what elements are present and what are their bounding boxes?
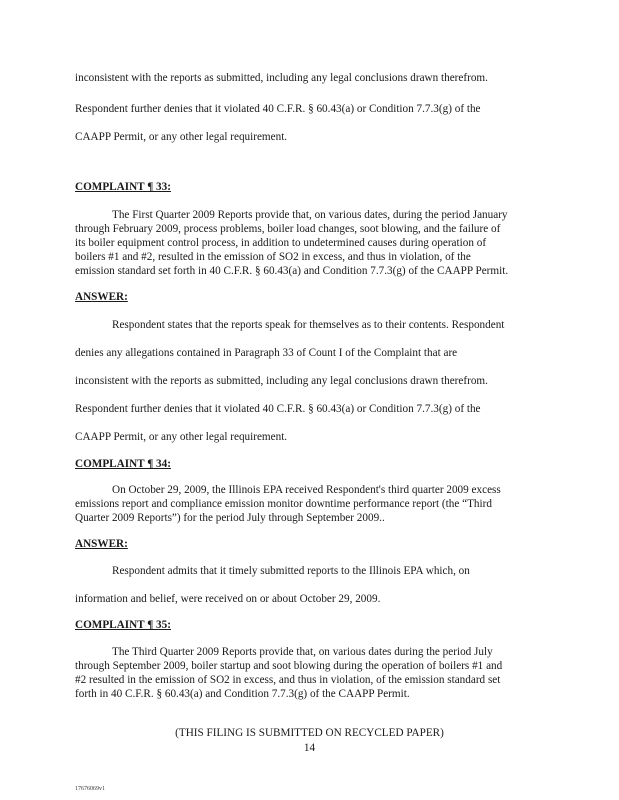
text-line: denies any allegations contained in Paragraph 33 of Count I of the Complaint that are [75,347,458,359]
text-line: boilers #1 and #2, resulted in the emission of SO2 in excess, and thus in violation, of the [75,251,471,263]
recycled-paper-notice: (THIS FILING IS SUBMITTED ON RECYCLED PAPER) [175,727,444,739]
text-line: The First Quarter 2009 Reports provide that, on various dates, during the period January [112,209,508,221]
text-line: inconsistent with the reports as submitted, including any legal conclusions drawn therefrom. [75,72,488,84]
document-id: 17676069v1 [75,786,105,792]
text-line: information and belief, were received on or about October 29, 2009. [75,593,381,605]
text-line: Respondent admits that it timely submitted reports to the Illinois EPA which, on [112,565,470,577]
text-line: Respondent states that the reports speak for themselves as to their contents. Respondent [112,319,505,331]
text-line: forth in 40 C.F.R. § 60.43(a) and Condition 7.7.3(g) of the CAAPP Permit. [75,688,410,700]
text-line: On October 29, 2009, the Illinois EPA received Respondent's third quarter 2009 excess [112,484,501,496]
page-number: 14 [303,742,316,754]
complaint-33-heading: COMPLAINT ¶ 33: [75,181,171,193]
text-line: Quarter 2009 Reports”) for the period July through September 2009.. [75,512,385,524]
text-line: CAAPP Permit, or any other legal requirement. [75,131,288,143]
answer-heading: ANSWER: [75,538,128,550]
text-line: emissions report and compliance emission monitor downtime performance report (the “Third [75,498,492,510]
text-line: Respondent further denies that it violated 40 C.F.R. § 60.43(a) or Condition 7.7.3(g) of the [75,103,481,115]
complaint-35-heading: COMPLAINT ¶ 35: [75,619,171,631]
text-line: through September 2009, boiler startup and soot blowing during the operation of boilers #1 and [75,660,503,672]
text-line: emission standard set forth in 40 C.F.R. § 60.43(a) and Condition 7.7.3(g) of the CAAPP Permit. [75,265,509,277]
answer-heading: ANSWER: [75,291,128,303]
text-line: CAAPP Permit, or any other legal requirement. [75,431,288,443]
text-line: The Third Quarter 2009 Reports provide that, on various dates during the period July [112,646,493,658]
text-line: its boiler equipment control process, in addition to undetermined causes during operation of [75,237,487,249]
complaint-34-heading: COMPLAINT ¶ 34: [75,458,171,470]
text-line: #2 resulted in the emission of SO2 in excess, and thus in violation, of the emission standard set [75,674,501,686]
text-line: inconsistent with the reports as submitted, including any legal conclusions drawn therefrom. [75,375,488,387]
text-line: Respondent further denies that it violated 40 C.F.R. § 60.43(a) or Condition 7.7.3(g) of the [75,403,481,415]
text-line: through February 2009, process problems, boiler load changes, soot blowing, and the failure of [75,223,501,235]
